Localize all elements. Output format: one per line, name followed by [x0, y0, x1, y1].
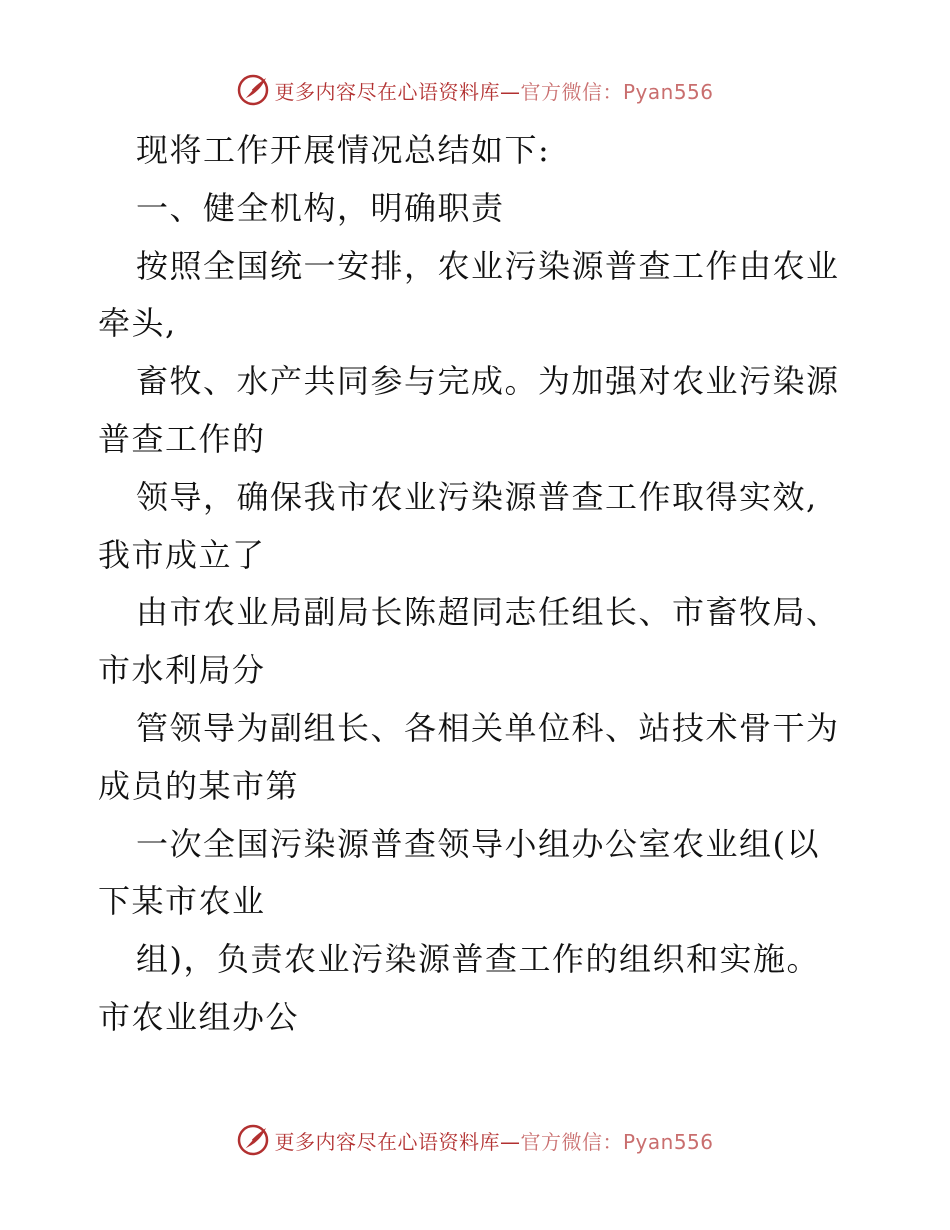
watermark-wechat-label: 官方微信： [520, 79, 623, 104]
watermark-wechat-id: Pyan556 [622, 1129, 714, 1154]
text-line: 我市成立了 [98, 535, 266, 574]
text-line: 下某市农业 [98, 882, 266, 921]
text-line: 牵头, [98, 304, 177, 343]
text-line: 按照全国统一安排，农业污染源普查工作由农业 [136, 246, 840, 285]
text-line: 现将工作开展情况总结如下: [136, 131, 551, 169]
text-line: 市水利局分 [98, 651, 266, 690]
watermark-site-text: 更多内容尽在心语资料库— [274, 79, 521, 104]
quill-logo-icon [236, 1123, 270, 1157]
watermark-wechat-label: 官方微信： [520, 1129, 623, 1154]
text-line: 普查工作的 [98, 419, 266, 458]
quill-logo-icon [236, 73, 270, 107]
watermark-text [274, 76, 713, 105]
watermark-site-text: 更多内容尽在心语资料库— [274, 1129, 521, 1154]
text-line: 一次全国污染源普查领导小组办公室农业组(以 [136, 824, 820, 863]
document-body [98, 122, 858, 1047]
header-watermark [0, 70, 950, 110]
text-line: 由市农业局副局长陈超同志任组长、市畜牧局、 [136, 593, 840, 632]
text-line: 畜牧、水产共同参与完成。为加强对农业污染源 [136, 362, 840, 401]
section-heading: 一、健全机构，明确职责 [136, 188, 505, 227]
watermark-wechat-id: Pyan556 [622, 79, 714, 104]
text-line: 市农业组办公 [98, 997, 300, 1036]
text-line: 组)，负责农业污染源普查工作的组织和实施。 [136, 940, 820, 979]
watermark-text [274, 1126, 713, 1155]
text-line: 领导，确保我市农业污染源普查工作取得实效, [136, 477, 818, 516]
footer-watermark [0, 1120, 950, 1160]
text-line: 管领导为副组长、各相关单位科、站技术骨干为 [136, 708, 840, 747]
text-line: 成员的某市第 [98, 766, 300, 805]
